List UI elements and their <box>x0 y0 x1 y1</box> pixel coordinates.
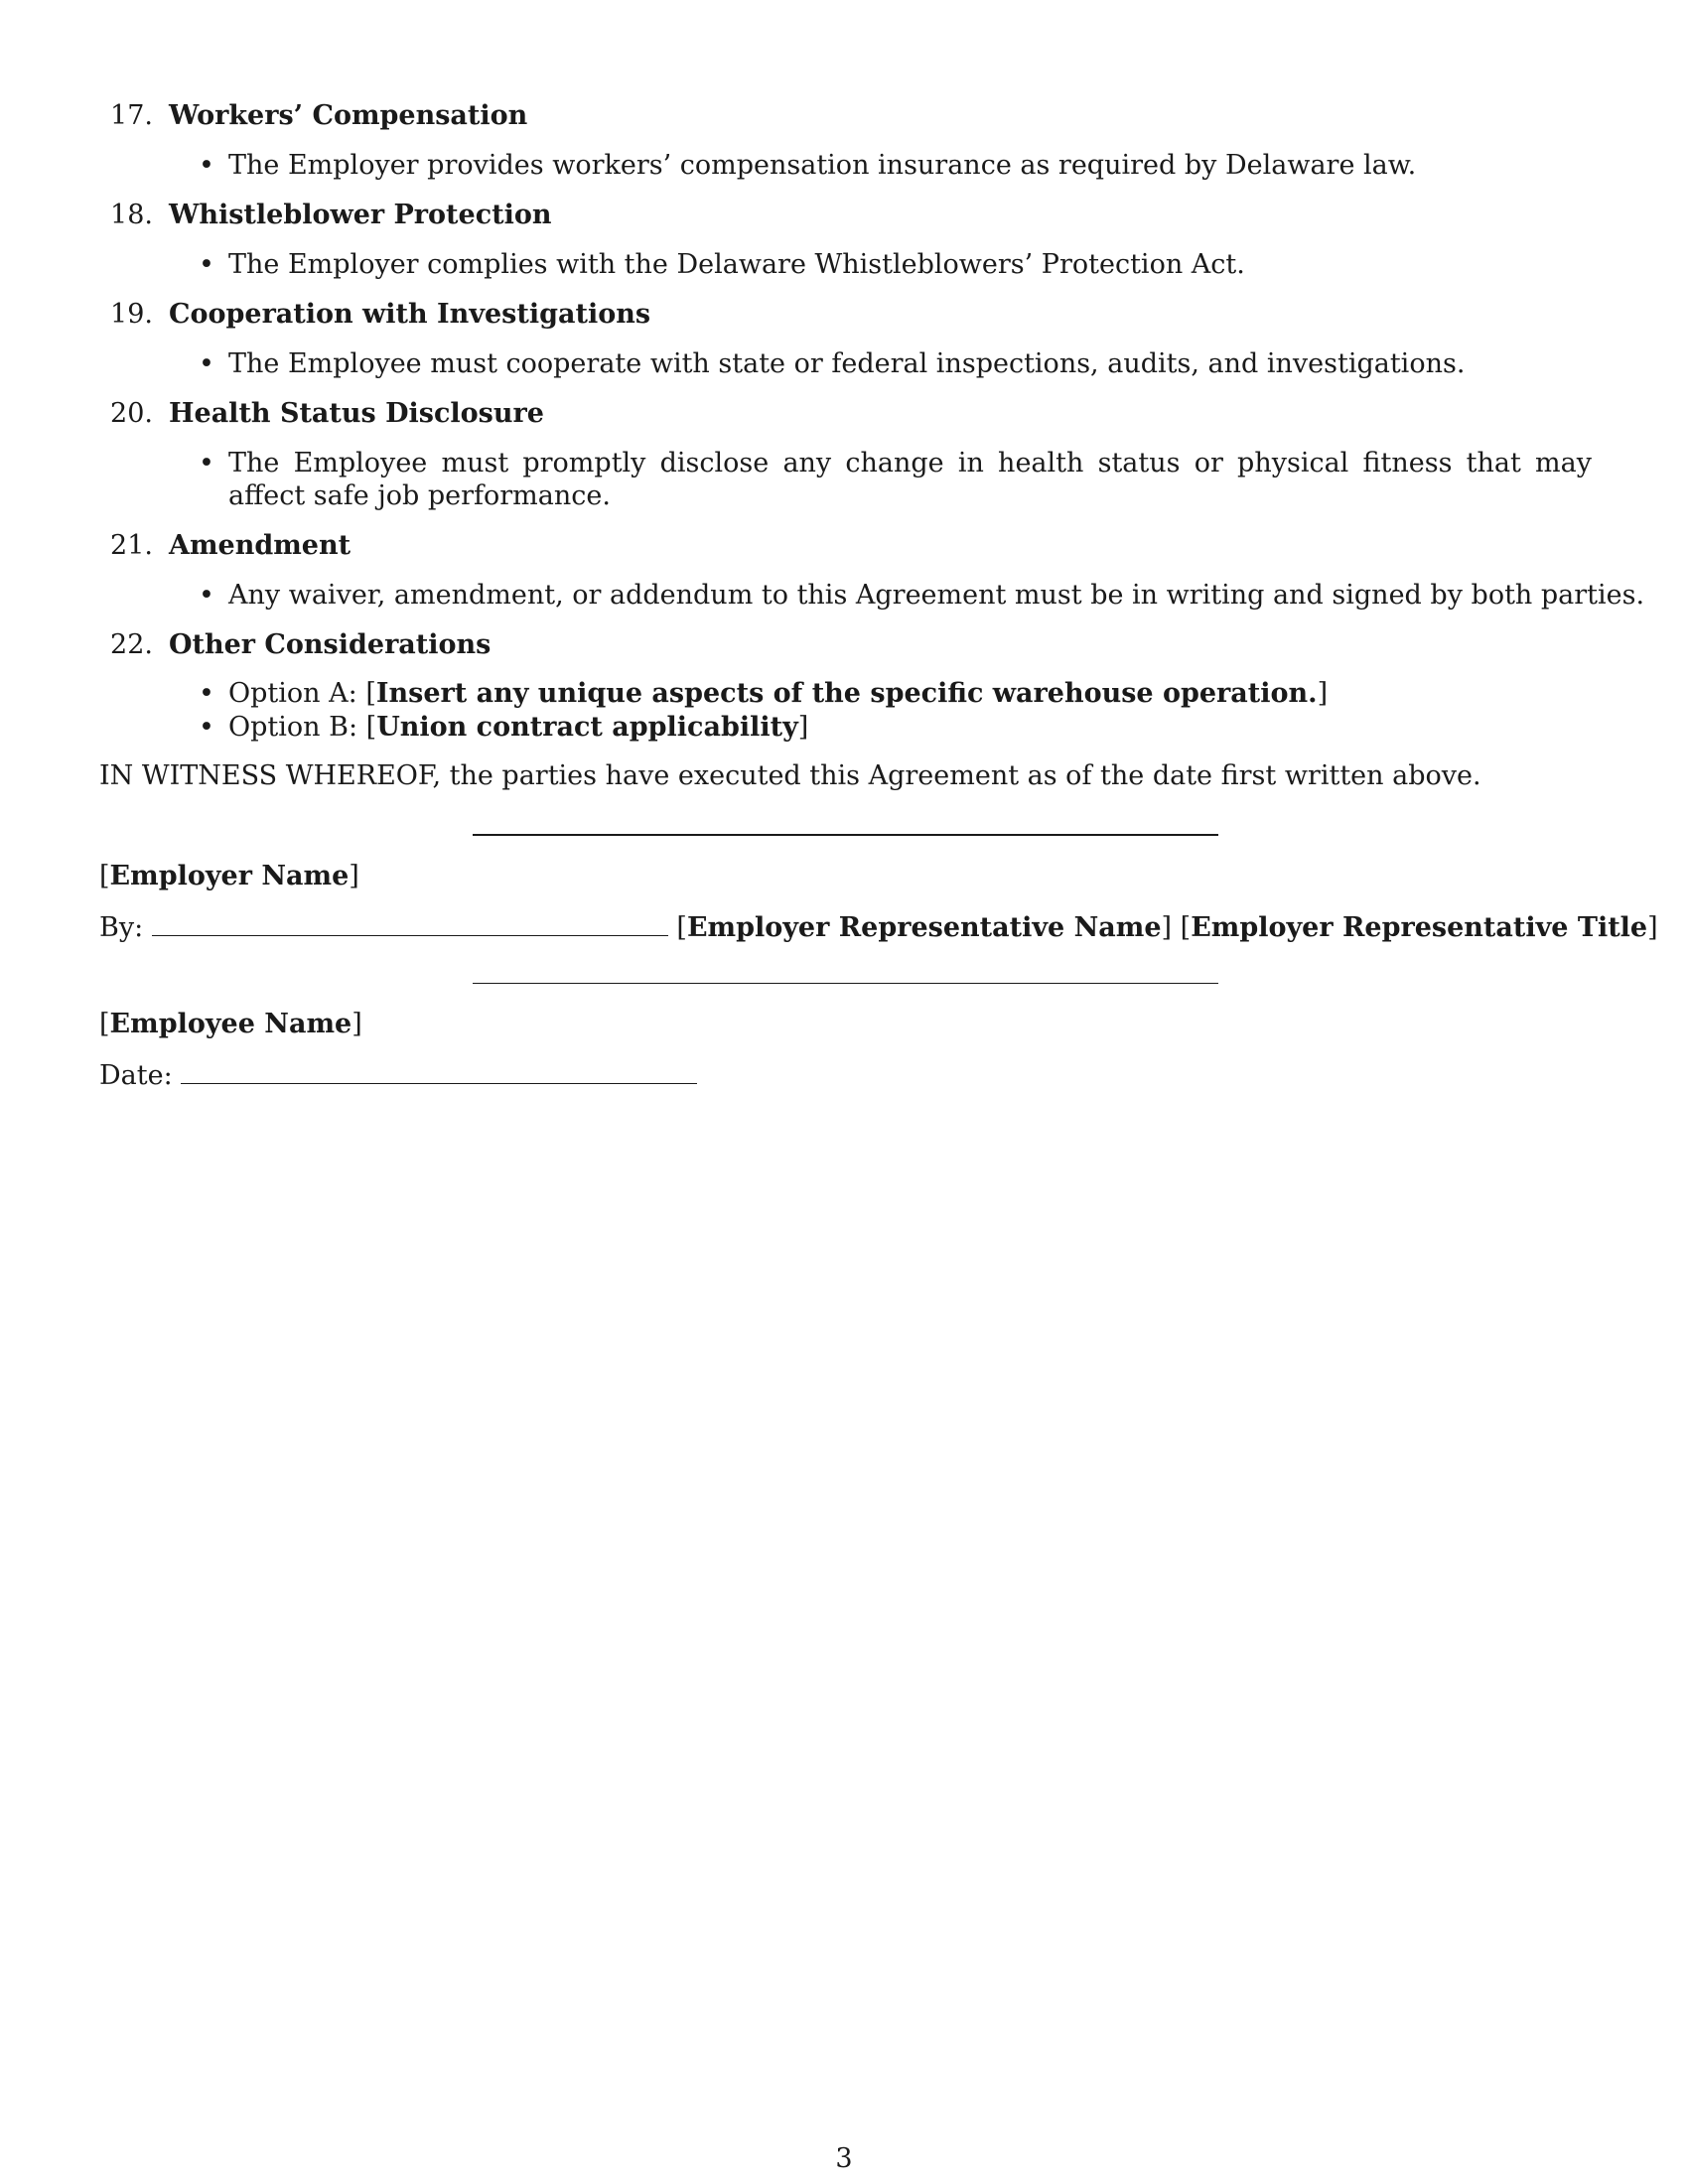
section-bullet-text: The Employer complies with the Delaware Whistleblowers’ Protection Act. <box>228 249 1245 280</box>
bracket-open: [ <box>365 712 377 743</box>
bracket-open: [ <box>365 678 376 709</box>
employer-rep-title-placeholder: Employer Representative Title <box>1191 912 1648 943</box>
option-a-text <box>228 677 1592 710</box>
employee-date-line <box>99 1057 697 1093</box>
section-title: Cooperation with Investigations <box>169 299 651 330</box>
section-title: Amendment <box>169 530 352 561</box>
option-prefix: Option B: <box>228 712 366 743</box>
section-number: 21. <box>110 530 153 561</box>
option-b-text <box>228 711 1592 744</box>
section-number: 18. <box>110 200 153 230</box>
by-label: By: <box>99 912 144 943</box>
section-title: Workers’ Compensation <box>169 100 528 131</box>
employee-name: [Employee Name] <box>99 1009 362 1039</box>
employer-name: [Employer Name] <box>99 861 359 891</box>
bullet-icon: • <box>199 678 214 709</box>
section-number: 22. <box>110 629 153 660</box>
bracket-close: ] <box>1317 678 1329 709</box>
bullet-icon: • <box>199 348 214 379</box>
section-title: Health Status Disclosure <box>169 398 544 429</box>
section-number: 17. <box>110 100 153 131</box>
option-prefix: Option A: <box>228 678 366 709</box>
employer-signature-line <box>473 834 1218 836</box>
page-number: 3 <box>835 2143 853 2174</box>
bullet-icon: • <box>199 580 214 611</box>
section-bullet-text: Any waiver, amendment, or addendum to this Agreement must be in writing and signed by both parties. <box>228 580 1645 611</box>
employee-name-placeholder: Employee Name <box>109 1009 352 1039</box>
section-bullet-text: The Employee must cooperate with state or federal inspections, audits, and investigations. <box>228 348 1466 379</box>
bullet-icon: • <box>199 448 214 478</box>
section-number: 20. <box>110 398 153 429</box>
bullet-icon: • <box>199 249 214 280</box>
date-blank[interactable] <box>181 1057 697 1084</box>
section-title: Whistleblower Protection <box>169 200 552 230</box>
date-label: Date: <box>99 1060 173 1091</box>
employee-signature-line <box>473 983 1218 984</box>
employer-name-placeholder: Employer Name <box>109 861 350 891</box>
bullet-icon: • <box>199 150 214 181</box>
option-placeholder: Insert any unique aspects of the specific warehouse operation. <box>375 678 1318 709</box>
bullet-icon: • <box>199 712 214 743</box>
bracket-close: ] <box>797 712 809 743</box>
by-signature-blank[interactable] <box>152 909 668 936</box>
employer-by-line: By: [Employer Representative Name] [Employer Representative Title] <box>99 909 1658 945</box>
section-title: Other Considerations <box>169 629 492 660</box>
section-bullet-text: The Employer provides workers’ compensation insurance as required by Delaware law. <box>228 150 1417 181</box>
section-bullet-text: The Employee must promptly disclose any change in health status or physical fitness that may affect safe job performance. <box>228 448 1592 511</box>
section-number: 19. <box>110 299 153 330</box>
witness-clause: IN WITNESS WHEREOF, the parties have executed this Agreement as of the date first written above. <box>99 760 1481 791</box>
employer-rep-name-placeholder: Employer Representative Name <box>686 912 1162 943</box>
option-placeholder: Union contract applicability <box>376 712 798 743</box>
